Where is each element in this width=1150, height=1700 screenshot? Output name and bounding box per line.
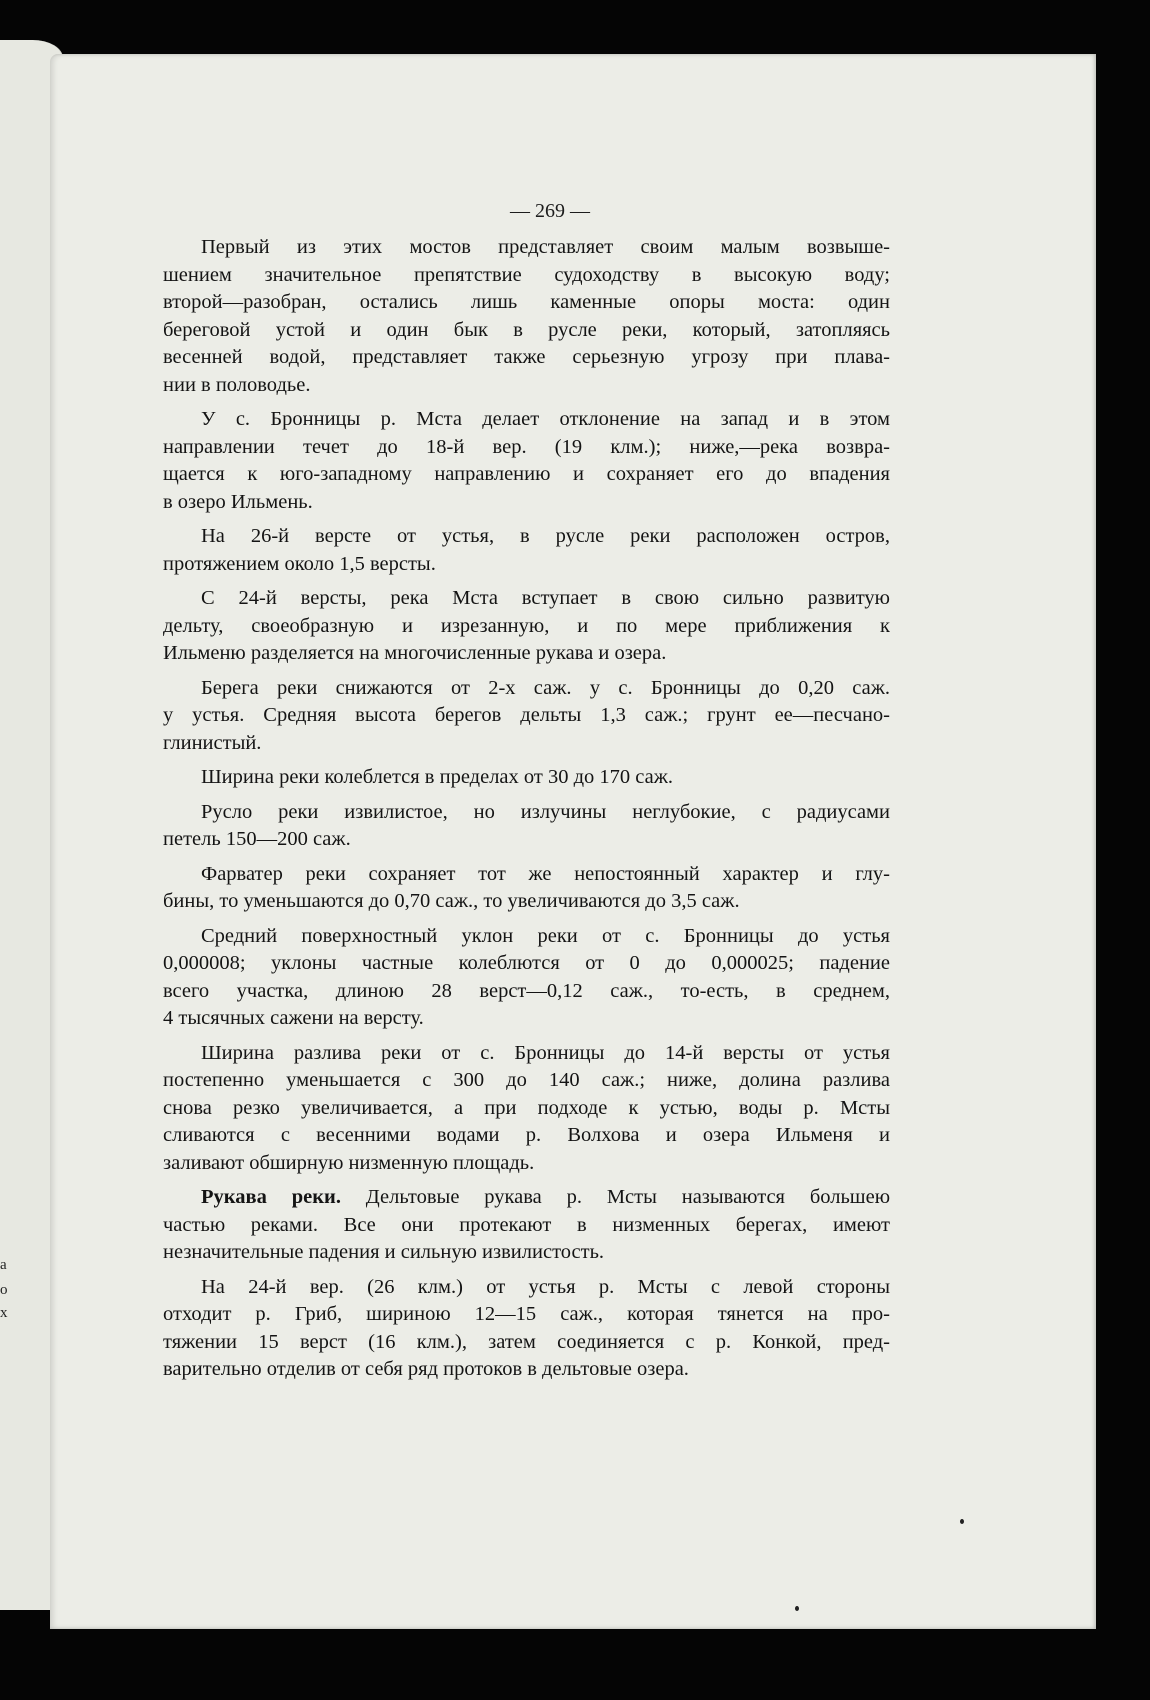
paragraph xyxy=(163,764,890,792)
page-number: — 269 — xyxy=(510,200,590,222)
paragraph xyxy=(163,1274,890,1384)
ink-speck xyxy=(795,1606,799,1611)
text-line: Ширина разлива реки от с. Бронницы до 14-й версты от устья xyxy=(201,1041,890,1064)
body-text xyxy=(163,234,890,1391)
text-line: Первый из этих мостов представляет своим малым возвыше- xyxy=(201,236,890,258)
text-line: тяжении 15 верст (16 клм.), затем соединяется с р. Конкой, пред- xyxy=(163,1330,890,1353)
text-line: дельту, своеобразную и изрезанную, и по мере приближения к xyxy=(163,614,890,637)
left-page-edge-char: о xyxy=(0,1282,8,1298)
text-line: протяжением около 1,5 версты. xyxy=(163,552,436,575)
text-line: На 26-й версте от устья, в русле реки расположен остров, xyxy=(201,525,890,547)
text-line: Ильменю разделяется на многочисленные рукава и озера. xyxy=(163,642,667,664)
paragraph xyxy=(163,923,890,1033)
text-line: На 24-й вер. (26 клм.) от устья р. Мсты с левой стороны xyxy=(201,1275,890,1298)
text-line: весенней водой, представляет также серьезную угрозу при плава- xyxy=(163,346,890,368)
text-line: С 24-й версты, река Мста вступает в свою сильно развитую xyxy=(201,587,890,609)
paragraph xyxy=(163,1184,890,1267)
text-line: береговой устой и один бык в русле реки, который, затопляясь xyxy=(163,318,890,341)
text-line: У с. Бронницы р. Мста делает отклонение на запад и в этом xyxy=(201,408,890,430)
text-line: Берега реки снижаются от 2-х саж. у с. Бронницы до 0,20 саж. xyxy=(201,676,890,699)
left-page-edge-char: х xyxy=(0,1305,8,1321)
text-line: всего участка, длиною 28 верст—0,12 саж., то-есть, в среднем, xyxy=(163,979,890,1002)
text-line: у устья. Средняя высота берегов дельты 1,3 саж.; грунт ее—песчано- xyxy=(163,704,890,726)
paragraph xyxy=(163,675,890,758)
section-lead: Рукава реки. xyxy=(201,1186,341,1208)
text-line: отходит р. Гриб, шириною 12—15 саж., которая тянется на про- xyxy=(163,1303,890,1325)
text-line: направлении течет до 18-й вер. (19 клм.); ниже,—река возвра- xyxy=(163,435,890,458)
paragraph xyxy=(163,799,890,854)
text-line: Фарватер реки сохраняет тот же непостоянный характер и глу- xyxy=(201,862,890,885)
paragraph xyxy=(163,523,890,578)
text-line: шением значительное препятствие судоходству в высокую воду; xyxy=(163,263,890,286)
text-line: варительно отделив от себя ряд протоков в дельтовые озера. xyxy=(163,1358,689,1380)
ink-speck xyxy=(960,1519,964,1524)
paragraph xyxy=(163,234,890,399)
text-line: щается к юго-западному направлению и сохраняет его до впадения xyxy=(163,463,890,485)
text-line: Русло реки извилистое, но излучины неглубокие, с радиусами xyxy=(201,800,890,823)
text-line: нии в половодье. xyxy=(163,373,311,396)
left-page-edge-char: а xyxy=(0,1257,7,1273)
text-line: Средний поверхностный уклон реки от с. Бронницы до устья xyxy=(201,924,890,947)
text-line: второй—разобран, остались лишь каменные опоры моста: один xyxy=(163,291,890,313)
text-line: заливают обширную низменную площадь. xyxy=(163,1151,535,1174)
book-page xyxy=(50,54,1096,1629)
text-line: снова резко увеличивается, а при подходе к устью, воды р. Мсты xyxy=(163,1096,890,1119)
text-line: незначительные падения и сильную извилистость. xyxy=(163,1241,605,1263)
paragraph xyxy=(163,585,890,668)
text-line: бины, то уменьшаются до 0,70 саж., то увеличиваются до 3,5 саж. xyxy=(163,890,740,912)
text-line: постепенно уменьшается с 300 до 140 саж.; ниже, долина разлива xyxy=(163,1069,890,1091)
text-line: петель 150—200 саж. xyxy=(163,828,351,850)
text-line: частью реками. Все они протекают в низменных берегах, имеют xyxy=(163,1213,890,1236)
paragraph xyxy=(163,861,890,916)
text-line: глинистый. xyxy=(163,731,262,754)
text-line: 4 тысячных сажени на версту. xyxy=(163,1007,424,1029)
paragraph xyxy=(163,406,890,516)
text-line: в озеро Ильмень. xyxy=(163,490,313,513)
paragraph xyxy=(163,1040,890,1178)
text-line: сливаются с весенними водами р. Волхова и озера Ильменя и xyxy=(163,1124,890,1146)
text-line: Рукава реки. Дельтовые рукава р. Мсты называются большею xyxy=(201,1186,891,1208)
text-line: Ширина реки колеблется в пределах от 30 до 170 саж. xyxy=(201,766,674,788)
text-line: 0,000008; уклоны частные колеблются от 0 до 0,000025; падение xyxy=(163,952,890,974)
